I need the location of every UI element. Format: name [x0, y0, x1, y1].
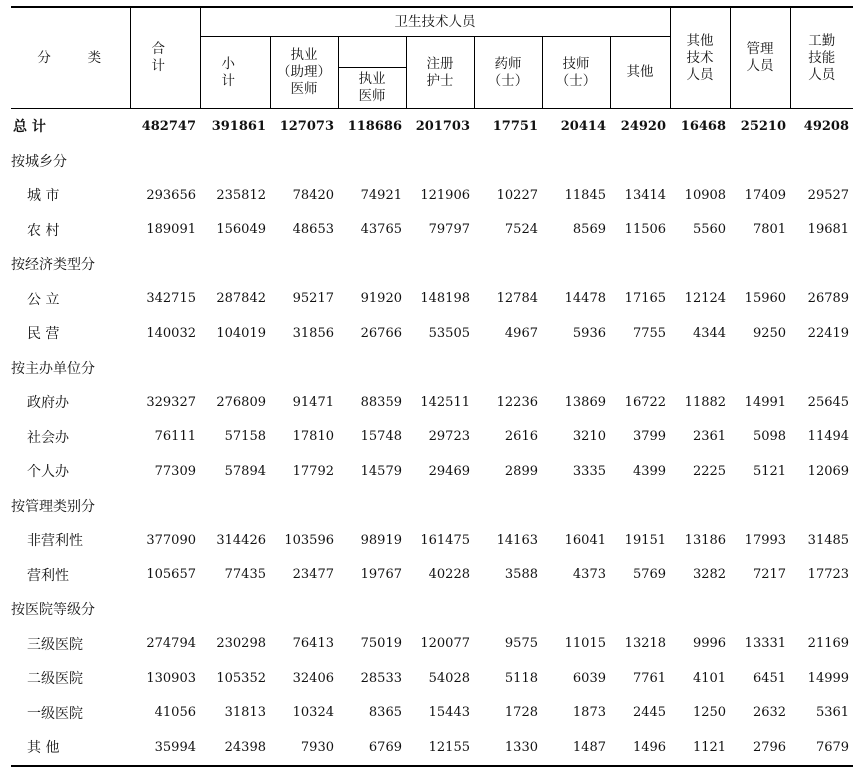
value-cell: 142511 — [420, 394, 470, 410]
header-subtotal: 小 计 — [200, 37, 270, 109]
value-cell: 13414 — [624, 187, 667, 203]
value-cell: 482747 — [141, 118, 196, 134]
section-row — [11, 144, 853, 179]
value-cell: 17792 — [292, 463, 334, 479]
value-cell — [474, 247, 542, 282]
value-cell: 14999 — [807, 670, 850, 686]
header-pharmacist: 药师 （士） — [474, 37, 542, 109]
header-worker: 工勤 技能 人员 — [790, 7, 853, 109]
value-cell — [670, 351, 730, 386]
header-total: 合 计 — [130, 7, 200, 109]
header-management: 管理 人员 — [730, 7, 790, 109]
value-cell: 104019 — [216, 325, 266, 341]
value-cell: 11506 — [624, 222, 667, 238]
value-cell: 15443 — [428, 705, 470, 721]
value-cell: 4399 — [632, 463, 667, 479]
value-cell — [200, 489, 270, 524]
row-label: 城 市 — [27, 188, 60, 205]
value-cell: 2796 — [730, 730, 790, 766]
value-cell: 95217 — [292, 291, 334, 307]
value-cell: 26766 — [360, 325, 402, 341]
value-cell — [270, 144, 338, 179]
value-cell: 314426 — [216, 532, 266, 548]
value-cell: 156049 — [216, 222, 266, 238]
value-cell — [542, 144, 610, 179]
value-cell: 4373 — [572, 567, 606, 583]
value-cell: 2632 — [752, 705, 787, 721]
value-cell: 10908 — [684, 187, 727, 203]
value-cell — [200, 247, 270, 282]
value-cell: 77309 — [154, 463, 196, 479]
value-cell: 31813 — [224, 705, 266, 721]
value-cell: 24920 — [620, 118, 667, 134]
value-cell: 19767 — [360, 567, 402, 583]
row-label: 政府办 — [27, 395, 69, 412]
value-cell — [338, 592, 406, 627]
value-cell: 13218 — [624, 636, 667, 652]
value-cell: 91471 — [292, 394, 334, 410]
table-row — [11, 627, 853, 662]
value-cell: 25645 — [807, 394, 850, 410]
value-cell — [474, 489, 542, 524]
value-cell: 74921 — [360, 187, 402, 203]
value-cell — [130, 144, 200, 179]
value-cell: 32406 — [292, 670, 334, 686]
value-cell: 2445 — [632, 705, 667, 721]
value-cell: 29527 — [807, 187, 850, 203]
value-cell — [730, 489, 790, 524]
row-label: 按城乡分 — [11, 153, 67, 170]
value-cell: 5936 — [572, 325, 606, 341]
value-cell — [270, 489, 338, 524]
value-cell: 14478 — [564, 291, 606, 307]
value-cell: 2899 — [504, 463, 538, 479]
value-cell — [610, 489, 670, 524]
staff-statistics-table — [11, 6, 853, 767]
value-cell: 118686 — [347, 118, 402, 134]
value-cell — [542, 247, 610, 282]
table-header — [11, 7, 853, 109]
value-cell: 26789 — [807, 291, 850, 307]
value-cell: 14163 — [496, 532, 538, 548]
value-cell: 4344 — [692, 325, 727, 341]
value-cell: 31485 — [807, 532, 850, 548]
value-cell — [610, 592, 670, 627]
value-cell: 57894 — [224, 463, 266, 479]
value-cell: 19151 — [624, 532, 667, 548]
value-cell: 7217 — [752, 567, 787, 583]
value-cell: 16468 — [680, 118, 727, 134]
header-category: 分 类 — [11, 7, 130, 109]
value-cell: 6769 — [338, 730, 406, 766]
value-cell — [730, 592, 790, 627]
row-label: 营利性 — [27, 567, 69, 584]
value-cell — [670, 247, 730, 282]
value-cell: 17165 — [624, 291, 667, 307]
header-health-tech-group: 卫生技术人员 — [200, 7, 670, 37]
value-cell: 28533 — [360, 670, 402, 686]
row-label: 总 计 — [13, 119, 46, 136]
value-cell: 120077 — [420, 636, 470, 652]
value-cell: 10324 — [292, 705, 334, 721]
value-cell: 20414 — [560, 118, 606, 134]
value-cell: 11845 — [564, 187, 606, 203]
value-cell: 130903 — [146, 670, 196, 686]
row-label: 非营利性 — [27, 533, 83, 550]
value-cell: 11015 — [564, 636, 606, 652]
value-cell — [790, 144, 853, 179]
value-cell: 3799 — [632, 429, 667, 445]
value-cell: 78420 — [292, 187, 334, 203]
row-label: 三级医院 — [27, 636, 83, 653]
header-physician: 执业 医师 — [338, 68, 406, 109]
value-cell: 9996 — [692, 636, 727, 652]
value-cell: 5560 — [692, 222, 727, 238]
value-cell: 2225 — [692, 463, 727, 479]
table-row — [11, 213, 853, 248]
value-cell: 19681 — [807, 222, 850, 238]
table-row — [11, 661, 853, 696]
value-cell: 105657 — [146, 567, 196, 583]
value-cell — [474, 144, 542, 179]
value-cell — [670, 489, 730, 524]
value-cell — [338, 247, 406, 282]
section-row — [11, 247, 853, 282]
value-cell — [338, 489, 406, 524]
value-cell — [338, 144, 406, 179]
value-cell: 17723 — [807, 567, 850, 583]
value-cell: 276809 — [216, 394, 266, 410]
value-cell: 201703 — [415, 118, 470, 134]
value-cell: 41056 — [154, 705, 196, 721]
value-cell: 17993 — [744, 532, 787, 548]
value-cell: 76413 — [292, 636, 334, 652]
value-cell — [270, 592, 338, 627]
value-cell: 3588 — [504, 567, 538, 583]
value-cell: 3282 — [692, 567, 727, 583]
value-cell: 287842 — [216, 291, 266, 307]
value-cell: 121906 — [420, 187, 470, 203]
value-cell — [790, 247, 853, 282]
value-cell: 5098 — [752, 429, 787, 445]
value-cell: 5769 — [632, 567, 667, 583]
value-cell: 1728 — [504, 705, 538, 721]
value-cell: 1496 — [610, 730, 670, 766]
value-cell: 13869 — [564, 394, 606, 410]
row-label: 社会办 — [27, 429, 69, 446]
value-cell: 235812 — [216, 187, 266, 203]
value-cell: 230298 — [216, 636, 266, 652]
value-cell: 12155 — [406, 730, 474, 766]
value-cell: 189091 — [146, 222, 196, 238]
value-cell: 14579 — [360, 463, 402, 479]
value-cell: 13186 — [684, 532, 727, 548]
value-cell: 377090 — [146, 532, 196, 548]
table-row — [11, 558, 853, 593]
value-cell — [200, 592, 270, 627]
value-cell: 7524 — [504, 222, 538, 238]
value-cell: 22419 — [807, 325, 850, 341]
value-cell: 103596 — [284, 532, 334, 548]
row-label: 个人办 — [27, 464, 69, 481]
value-cell — [730, 247, 790, 282]
table-row — [11, 523, 853, 558]
value-cell: 293656 — [146, 187, 196, 203]
value-cell: 77435 — [224, 567, 266, 583]
value-cell — [610, 247, 670, 282]
value-cell: 5361 — [815, 705, 850, 721]
value-cell: 1121 — [670, 730, 730, 766]
row-label: 农 村 — [27, 222, 60, 239]
value-cell — [730, 351, 790, 386]
value-cell: 7679 — [790, 730, 853, 766]
value-cell: 161475 — [420, 532, 470, 548]
value-cell: 5118 — [504, 670, 538, 686]
header-nurse: 注册 护士 — [406, 37, 474, 109]
value-cell — [270, 351, 338, 386]
table-body — [11, 109, 853, 766]
value-cell — [790, 351, 853, 386]
table-row — [11, 316, 853, 351]
value-cell: 21169 — [807, 636, 850, 652]
value-cell: 12784 — [496, 291, 538, 307]
value-cell: 16722 — [624, 394, 667, 410]
value-cell: 329327 — [146, 394, 196, 410]
header-technician: 技师 （士） — [542, 37, 610, 109]
row-label: 一级医院 — [27, 705, 83, 722]
value-cell: 7761 — [632, 670, 667, 686]
value-cell — [474, 592, 542, 627]
value-cell: 127073 — [279, 118, 334, 134]
value-cell: 31856 — [292, 325, 334, 341]
value-cell: 25210 — [740, 118, 787, 134]
value-cell — [200, 351, 270, 386]
value-cell: 9575 — [504, 636, 538, 652]
section-row — [11, 489, 853, 524]
value-cell: 148198 — [420, 291, 470, 307]
value-cell — [610, 351, 670, 386]
value-cell — [406, 592, 474, 627]
value-cell: 3335 — [572, 463, 606, 479]
value-cell — [130, 351, 200, 386]
value-cell: 2616 — [504, 429, 538, 445]
value-cell — [670, 144, 730, 179]
value-cell: 57158 — [224, 429, 266, 445]
value-cell: 13331 — [744, 636, 787, 652]
header-other: 其他 — [610, 37, 670, 109]
value-cell: 3210 — [572, 429, 606, 445]
value-cell: 9250 — [752, 325, 787, 341]
row-label: 按经济类型分 — [11, 257, 95, 274]
value-cell — [338, 351, 406, 386]
value-cell: 12069 — [807, 463, 850, 479]
row-label: 公 立 — [27, 291, 60, 308]
value-cell — [406, 144, 474, 179]
value-cell — [130, 247, 200, 282]
total-row — [11, 109, 853, 144]
value-cell: 29469 — [428, 463, 470, 479]
table-row — [11, 696, 853, 731]
section-row — [11, 351, 853, 386]
value-cell: 76111 — [154, 429, 196, 445]
value-cell — [542, 351, 610, 386]
value-cell: 4101 — [692, 670, 727, 686]
value-cell: 342715 — [146, 291, 196, 307]
value-cell: 16041 — [564, 532, 606, 548]
value-cell: 98919 — [360, 532, 402, 548]
value-cell — [670, 592, 730, 627]
table-row — [11, 385, 853, 420]
value-cell: 2361 — [692, 429, 727, 445]
value-cell: 12124 — [684, 291, 727, 307]
header-physician-spacer — [338, 37, 406, 68]
value-cell — [200, 144, 270, 179]
header-physician-assistant: 执业 （助理） 医师 — [270, 37, 338, 109]
value-cell: 15960 — [744, 291, 787, 307]
value-cell: 6451 — [752, 670, 787, 686]
table-row — [11, 282, 853, 317]
value-cell: 6039 — [572, 670, 606, 686]
value-cell — [790, 592, 853, 627]
value-cell: 7930 — [270, 730, 338, 766]
section-row — [11, 592, 853, 627]
value-cell — [406, 247, 474, 282]
value-cell: 75019 — [360, 636, 402, 652]
value-cell: 7755 — [632, 325, 667, 341]
value-cell — [542, 489, 610, 524]
value-cell: 43765 — [360, 222, 402, 238]
value-cell: 1873 — [572, 705, 606, 721]
table-row — [11, 730, 853, 766]
value-cell: 53505 — [428, 325, 470, 341]
value-cell: 54028 — [428, 670, 470, 686]
value-cell: 5121 — [752, 463, 787, 479]
value-cell: 1330 — [474, 730, 542, 766]
row-label: 按主办单位分 — [11, 360, 95, 377]
value-cell: 24398 — [200, 730, 270, 766]
value-cell: 11882 — [684, 394, 727, 410]
row-label: 民 营 — [27, 326, 60, 343]
value-cell: 105352 — [216, 670, 266, 686]
value-cell: 40228 — [428, 567, 470, 583]
value-cell: 10227 — [496, 187, 538, 203]
value-cell: 140032 — [146, 325, 196, 341]
value-cell — [406, 351, 474, 386]
value-cell: 17409 — [744, 187, 787, 203]
value-cell: 12236 — [496, 394, 538, 410]
value-cell: 17810 — [292, 429, 334, 445]
value-cell: 1487 — [542, 730, 610, 766]
value-cell — [270, 247, 338, 282]
value-cell: 23477 — [292, 567, 334, 583]
value-cell: 8365 — [368, 705, 402, 721]
table-row — [11, 178, 853, 213]
row-label: 其 他 — [11, 730, 130, 766]
value-cell — [610, 144, 670, 179]
value-cell: 91920 — [360, 291, 402, 307]
value-cell: 14991 — [744, 394, 787, 410]
value-cell: 49208 — [803, 118, 850, 134]
value-cell: 48653 — [292, 222, 334, 238]
value-cell — [130, 489, 200, 524]
value-cell: 79797 — [428, 222, 470, 238]
value-cell: 274794 — [146, 636, 196, 652]
header-other-tech: 其他 技术 人员 — [670, 7, 730, 109]
value-cell — [406, 489, 474, 524]
value-cell: 391861 — [211, 118, 266, 134]
table-row — [11, 454, 853, 489]
value-cell — [730, 144, 790, 179]
value-cell: 17751 — [492, 118, 538, 134]
value-cell: 8569 — [572, 222, 606, 238]
value-cell — [474, 351, 542, 386]
row-label: 按医院等级分 — [11, 602, 95, 619]
value-cell: 15748 — [360, 429, 402, 445]
value-cell: 35994 — [130, 730, 200, 766]
value-cell: 88359 — [360, 394, 402, 410]
value-cell: 1250 — [692, 705, 727, 721]
value-cell: 11494 — [807, 429, 850, 445]
value-cell — [542, 592, 610, 627]
row-label: 二级医院 — [27, 671, 83, 688]
value-cell: 7801 — [752, 222, 787, 238]
row-label: 按管理类别分 — [11, 498, 95, 515]
table-row — [11, 420, 853, 455]
value-cell: 4967 — [504, 325, 538, 341]
value-cell — [790, 489, 853, 524]
value-cell: 29723 — [428, 429, 470, 445]
value-cell — [130, 592, 200, 627]
